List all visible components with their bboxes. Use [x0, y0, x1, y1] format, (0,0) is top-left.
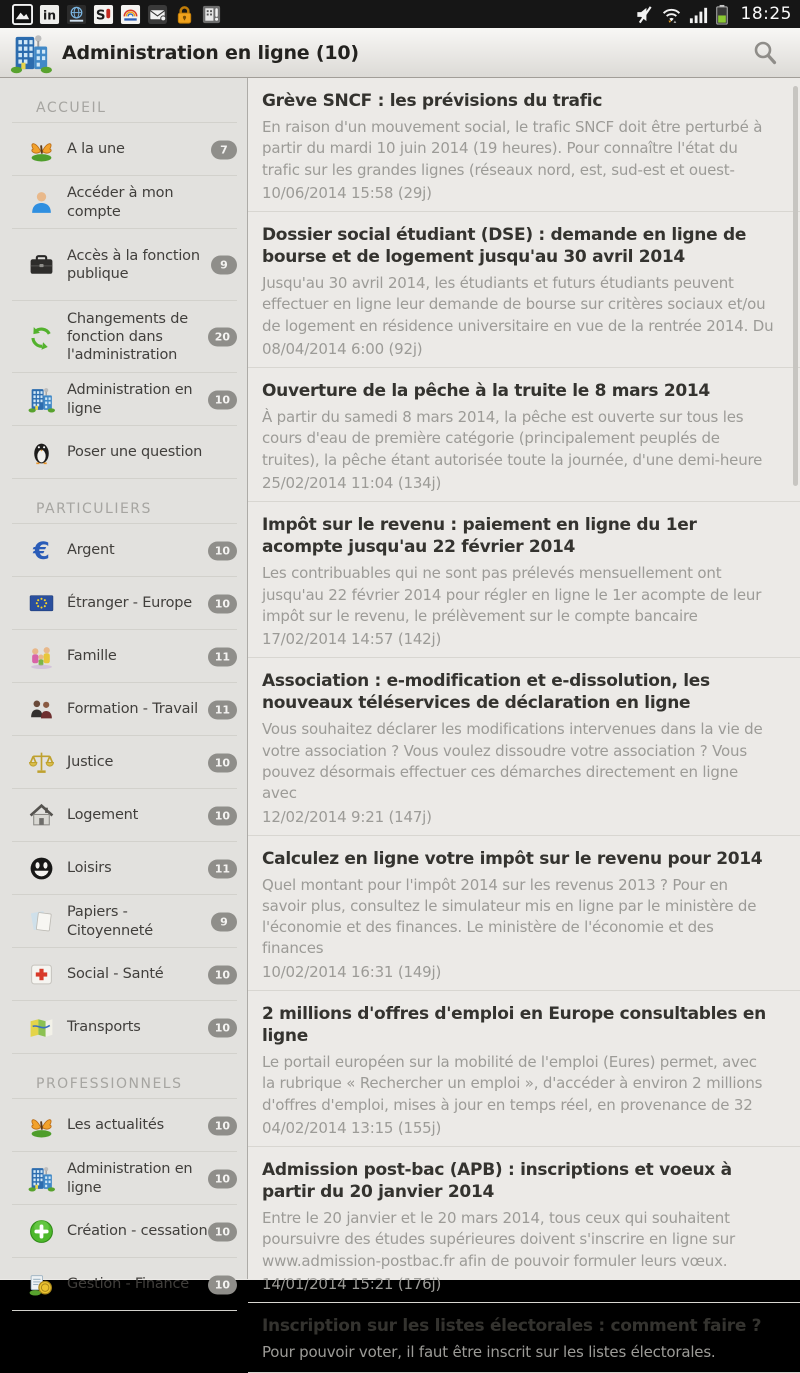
- signal-icon: [688, 4, 709, 25]
- svg-text:in: in: [42, 6, 57, 22]
- penguin-icon: [28, 439, 55, 466]
- scrollbar[interactable]: [793, 86, 798, 486]
- sidebar-item-label: Étranger - Europe: [67, 595, 193, 612]
- globe-icon: [66, 4, 87, 25]
- sidebar-item-label: Logement: [67, 807, 139, 824]
- sidebar-item-label: A la une: [67, 141, 125, 158]
- unread-count-badge: 11: [208, 859, 237, 878]
- unread-count-badge: 11: [208, 700, 237, 719]
- article-date: 25/02/2014 11:04 (134j): [262, 474, 442, 493]
- sidebar-item-label: Accéder à mon compte: [67, 185, 174, 220]
- article-date: 08/04/2014 6:00 (92j): [262, 340, 423, 359]
- unread-count-badge: 10: [208, 1222, 237, 1241]
- smiley-icon: [28, 855, 55, 882]
- sidebar-item-label: Justice: [67, 754, 114, 771]
- article-title: Inscription sur les listes électorales : comment faire ?: [262, 1315, 762, 1336]
- sidebar-item-etranger-europe[interactable]: [0, 577, 247, 630]
- first-aid-icon: [28, 961, 55, 988]
- unread-count-badge: 10: [208, 541, 237, 560]
- sidebar-item-creation-cessation[interactable]: [0, 1205, 247, 1258]
- clock: 18:25: [740, 4, 792, 24]
- house-icon: [28, 802, 55, 829]
- status-bar: [0, 0, 800, 28]
- status-icons: [634, 4, 729, 25]
- buildings-icon: [28, 1165, 55, 1192]
- sidebar-item-label: Famille: [67, 648, 117, 665]
- sidebar-item-label: Social - Santé: [67, 966, 164, 983]
- article-item[interactable]: [248, 502, 800, 658]
- wifi-icon: [661, 4, 682, 25]
- article-item[interactable]: [248, 1303, 800, 1373]
- sidebar: [0, 78, 248, 1293]
- app-icon: [10, 32, 52, 74]
- unread-count-badge: 10: [208, 1018, 237, 1037]
- article-item[interactable]: [248, 836, 800, 991]
- svg-text:S: S: [95, 7, 106, 23]
- article-summary: À partir du samedi 8 mars 2014, la pêche est ouverte sur tous les cours d'eau de première catégorie (principalement peuplés de truites), la pêche étant autorisée toute la journée, d'une demi-heure: [262, 408, 763, 469]
- sidebar-item-label: Argent: [67, 542, 115, 559]
- battery-icon: [715, 4, 729, 25]
- sidebar-item-a-la-une[interactable]: [0, 123, 247, 176]
- article-item[interactable]: [248, 212, 800, 368]
- system-status: [634, 4, 793, 25]
- sidebar-item-label: Gestion - Finance: [67, 1276, 190, 1293]
- si-app-icon: [93, 4, 114, 25]
- sidebar-item-label: Transports: [67, 1019, 141, 1036]
- unread-count-badge: 20: [208, 328, 237, 347]
- lock-icon: [174, 4, 195, 25]
- sidebar-item-label: Administration en ligne: [67, 1161, 193, 1196]
- sidebar-item-justice[interactable]: [0, 736, 247, 789]
- section-header-particuliers: PARTICULIERS: [0, 479, 247, 524]
- article-title: Dossier social étudiant (DSE) : demande en ligne de bourse et de logement jusqu'au 30 avril 2014: [262, 224, 747, 268]
- sidebar-item-acces-a-la-fonction-publique[interactable]: [0, 229, 247, 301]
- person-icon: [28, 189, 55, 216]
- papers-icon: [28, 908, 55, 935]
- unread-count-badge: 9: [211, 912, 237, 931]
- article-summary: Vous souhaitez déclarer les modifications intervenues dans la vie de votre association ? Vous voulez dissoudre votre association ? Vous pouvez désormais effectuer ces démarches directement en ligne avec: [262, 720, 763, 803]
- briefcase-icon: [28, 252, 55, 279]
- article-summary: Jusqu'au 30 avril 2014, les étudiants et futurs étudiants peuvent effectuer en ligne leur demande de bourse sur critères sociaux et/ou de logement en résidence universitaire en vue de la rentrée 2014. Du: [262, 274, 774, 335]
- scales-icon: [28, 749, 55, 776]
- unread-count-badge: 7: [211, 140, 237, 159]
- article-summary: Entre le 20 janvier et le 20 mars 2014, tous ceux qui souhaitent poursuivre des études supérieures doivent s'inscrire en ligne sur www.admission-postbac.fr afin de pouvoir formuler leurs vœux.: [262, 1209, 735, 1270]
- sidebar-item-label: Loisirs: [67, 860, 112, 877]
- article-date: 14/01/2014 15:21 (176j): [262, 1274, 442, 1293]
- article-title: 2 millions d'offres d'emploi en Europe consultables en ligne: [262, 1003, 766, 1046]
- article-summary: Le portail européen sur la mobilité de l'emploi (Eures) permet, avec la rubrique « Rechercher un emploi », d'accéder à environ 2 millions d'offres d'emploi, mises à jour en temps réel, en provenance de 32: [262, 1052, 763, 1114]
- main: [0, 78, 800, 1362]
- action-bar: [0, 28, 800, 78]
- notification-icons: [12, 4, 222, 25]
- unread-count-badge: 10: [208, 390, 237, 409]
- sidebar-item-label: Création - cessation: [67, 1223, 208, 1240]
- unread-count-badge: 9: [211, 256, 237, 275]
- article-summary: En raison d'un mouvement social, le trafic SNCF doit être perturbé à partir du mardi 10 juin 2014 (19 heures). Pour connaître l'état du trafic sur les grandes lignes (réseaux nord, est, sud-est et ouest-: [262, 118, 763, 179]
- sidebar-item-label: Les actualités: [67, 1117, 164, 1134]
- eu-flag-icon: [28, 590, 55, 617]
- article-item[interactable]: [248, 78, 800, 212]
- article-date: 10/02/2014 16:31 (149j): [262, 962, 442, 981]
- article-title: Calculez en ligne votre impôt sur le revenu pour 2014: [262, 848, 763, 869]
- euro-icon: €: [33, 536, 50, 565]
- butterfly-icon: [28, 1112, 55, 1139]
- sidebar-item-label: Accès à la fonction publique: [67, 247, 200, 282]
- search-icon[interactable]: [750, 38, 780, 68]
- sidebar-item-label: Poser une question: [67, 444, 203, 461]
- section-header-accueil: ACCUEIL: [0, 78, 247, 123]
- buildings-icon: [28, 386, 55, 413]
- article-title: Impôt sur le revenu : paiement en ligne du 1er acompte jusqu'au 22 février 2014: [262, 515, 697, 558]
- sidebar-item-transports[interactable]: [0, 1001, 247, 1054]
- article-summary: Les contribuables qui ne sont pas prélevés mensuellement ont jusqu'au 22 février 2014 pour régler en ligne le 1er acompte de leur impôt sur le revenu, le prélèvement sur le compte bancaire: [262, 564, 762, 625]
- article-date: 04/02/2014 13:15 (155j): [262, 1118, 442, 1137]
- sidebar-item-poser-une-question[interactable]: [0, 426, 247, 479]
- sidebar-item-label: Papiers - Citoyenneté: [67, 904, 153, 939]
- article-item[interactable]: [248, 658, 800, 835]
- article-title: Association : e-modification et e-dissolution, les nouveaux téléservices de déclaration en ligne: [262, 671, 710, 714]
- article-summary: Quel montant pour l'impôt 2014 sur les revenus 2013 ? Pour en savoir plus, consultez le simulateur mis en ligne par le ministère de l'économie et des finances. Le ministère de l'économie et des finances: [262, 875, 757, 958]
- mute-icon: [634, 4, 655, 25]
- sidebar-item-famille[interactable]: [0, 630, 247, 683]
- workers-icon: [28, 696, 55, 723]
- article-item[interactable]: [248, 368, 800, 502]
- unread-count-badge: 11: [208, 647, 237, 666]
- sidebar-item-logement[interactable]: [0, 789, 247, 842]
- unread-count-badge: 10: [208, 753, 237, 772]
- unread-count-badge: 10: [208, 1275, 237, 1294]
- unread-count-badge: 10: [208, 594, 237, 613]
- recycle-icon: [28, 324, 55, 351]
- photo-icon: [12, 4, 33, 25]
- sidebar-item-les-actualites[interactable]: [0, 1099, 247, 1152]
- article-title: Admission post-bac (APB) : inscriptions et voeux à partir du 20 janvier 2014: [262, 1159, 732, 1202]
- sidebar-item-gestion-finance[interactable]: [0, 1258, 247, 1311]
- article-date: 12/02/2014 9:21 (147j): [262, 807, 432, 826]
- article-title: Ouverture de la pêche à la truite le 8 mars 2014: [262, 381, 710, 402]
- sidebar-item-changements-de-fonction-dans-l-administration[interactable]: [0, 301, 247, 373]
- sidebar-item-loisirs[interactable]: [0, 842, 247, 895]
- sidebar-item-label: Changements de fonction dans l'administration: [67, 310, 188, 364]
- article-item[interactable]: [248, 991, 800, 1147]
- app-title: Administration en ligne (10): [62, 41, 359, 64]
- section-header-professionnels: PROFESSIONNELS: [0, 1054, 247, 1099]
- plus-icon: [28, 1218, 55, 1245]
- sidebar-item-label: Administration en ligne: [67, 382, 193, 417]
- map-icon: [28, 1014, 55, 1041]
- unread-count-badge: 10: [208, 806, 237, 825]
- sidebar-item-label: Formation - Travail: [67, 701, 198, 718]
- article-date: 17/02/2014 14:57 (142j): [262, 630, 442, 649]
- article-summary: Pour pouvoir voter, il faut être inscrit sur les listes électorales.: [262, 1343, 716, 1362]
- sidebar-item-administration-en-ligne[interactable]: [0, 1152, 247, 1205]
- sidebar-item-social-sante[interactable]: [0, 948, 247, 1001]
- linkedin-icon: [39, 4, 60, 25]
- article-list: [248, 78, 800, 1362]
- article-title: Grève SNCF : les prévisions du trafic: [262, 91, 603, 111]
- unread-count-badge: 10: [208, 1169, 237, 1188]
- unread-count-badge: 10: [208, 965, 237, 984]
- mail-icon: [147, 4, 168, 25]
- report-icon: [201, 4, 222, 25]
- rainbow-icon: [120, 4, 141, 25]
- sidebar-item-acceder-a-mon-compte[interactable]: [0, 176, 247, 229]
- sidebar-item-formation-travail[interactable]: [0, 683, 247, 736]
- family-icon: [28, 643, 55, 670]
- sidebar-item-administration-en-ligne[interactable]: [0, 373, 247, 426]
- sidebar-item-papiers-citoyennete[interactable]: [0, 895, 247, 948]
- butterfly-icon: [28, 136, 55, 163]
- article-item[interactable]: [248, 1147, 800, 1303]
- finance-icon: [28, 1271, 55, 1298]
- sidebar-item-argent[interactable]: [0, 524, 247, 577]
- unread-count-badge: 10: [208, 1116, 237, 1135]
- article-date: 10/06/2014 15:58 (29j): [262, 183, 432, 202]
